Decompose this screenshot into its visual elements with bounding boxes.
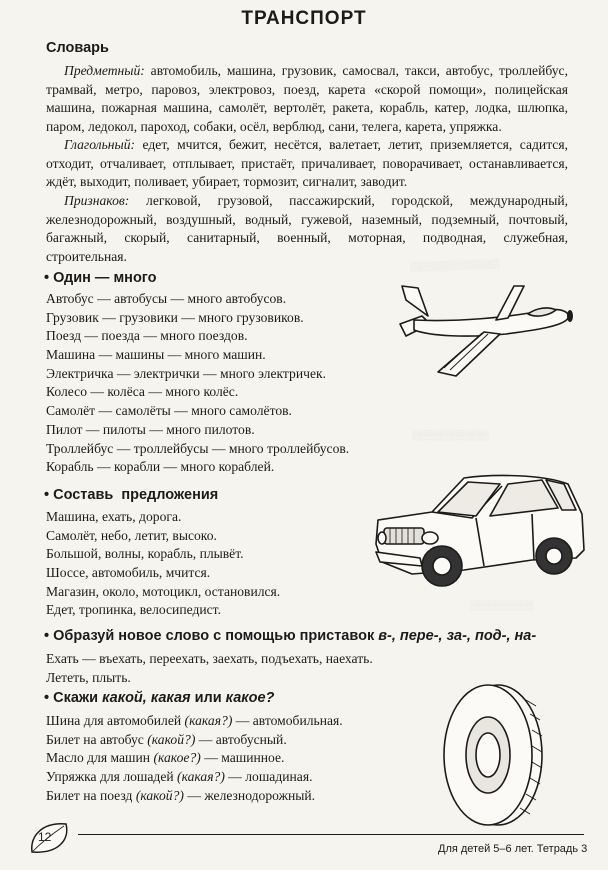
bullet-icon: • [44, 487, 50, 503]
list-item: Машина — машины — много машин. [46, 347, 266, 363]
list-item: Электричка — электрички — много электричек. [46, 365, 326, 381]
list-item: Самолёт — самолёты — много самолётов. [46, 403, 292, 419]
list-item [46, 712, 343, 731]
vocab-subject-label: Предметный: [64, 63, 145, 78]
footer-rule [78, 834, 584, 835]
section-one-many-title: Один — много [53, 270, 157, 286]
bullet-icon: • [44, 270, 50, 286]
section-adjectives-title-part: или [190, 690, 226, 706]
row-answer: — автомобильная. [232, 713, 343, 728]
row-answer: — лошадиная. [224, 769, 313, 785]
row-subject: Масло для машин [46, 750, 154, 766]
list-item: Грузовик — грузовики — много грузовиков. [46, 309, 304, 325]
vocab-attr-label: Признаков: [64, 193, 130, 208]
list-item: Едет, тропинка, велосипедист. [46, 602, 221, 618]
row-answer: — машинное. [200, 750, 285, 766]
section-prefixes-list: в-, пере-, за-, под-, на- [378, 628, 537, 644]
list-item: Магазин, около, мотоцикл, остановился. [46, 583, 281, 599]
section-sentences-list [46, 508, 280, 620]
page-number: 12 [38, 830, 52, 844]
list-item: Пилот — пилоты — много пилотов. [46, 421, 255, 437]
row-answer: — железнодорожный. [183, 787, 316, 803]
section-adjectives-heading [44, 690, 274, 706]
list-item [46, 768, 343, 787]
vocab-heading: Словарь [46, 40, 109, 56]
row-subject: Билет на поезд [46, 787, 136, 803]
list-item [46, 749, 343, 768]
section-adjectives-list [46, 712, 343, 805]
page-title: ТРАНСПОРТ [241, 8, 367, 29]
list-item: Корабль — корабли — много кораблей. [46, 459, 275, 475]
bleed-through-text: ░░░░░░░░░░░░ [412, 430, 489, 440]
section-adjectives-title-part: какое? [225, 690, 275, 706]
row-question: (какая?) [184, 713, 233, 728]
list-item: Большой, волны, корабль, плывёт. [46, 546, 244, 562]
vocab-subject-text: автомобиль, машина, грузовик, самосвал, такси, автобус, троллейбус, трамвай, метро, паровоз, электровоз, поезд, карета «скорой помощи», полицейская машина, пожарная машина, самолёт, вертолёт, ракета, корабль, катер, лодка, шлюпка, паром, ледокол, пароход, собаки, осёл, верблюд, сани, телега, карета, упряжка. [46, 63, 568, 134]
airplane-icon [396, 280, 574, 380]
section-prefixes-heading [44, 628, 536, 644]
section-adjectives-title-part: Скажи [53, 690, 103, 706]
list-item [46, 787, 343, 806]
section-prefixes-title: Образуй новое слово с помощью приставок [53, 628, 379, 644]
row-question: (какая?) [177, 769, 225, 785]
list-item [46, 731, 343, 750]
row-question: (какой?) [135, 787, 184, 803]
vocab-verb-paragraph [46, 136, 568, 192]
bullet-icon: • [44, 690, 50, 706]
list-item: Лететь, плыть. [46, 669, 131, 685]
row-subject: Упряжка для лошадей [46, 769, 178, 785]
row-question: (какой?) [147, 731, 196, 747]
list-item: Троллейбус — троллейбусы — много троллейбусов. [46, 440, 350, 456]
vocab-verb-label: Глагольный: [64, 137, 136, 152]
list-item: Колесо — колёса — много колёс. [46, 384, 239, 400]
vocab-verb-text: едет, мчится, бежит, несётся, валетает, летит, приземляется, садится, отходит, отчаливает, отплывает, пристаёт, причаливает, поворачивает, останавливается, ждёт, выходит, поливает, убирает, тормозит, сигналит, заводит. [46, 137, 568, 190]
section-adjectives-title-part: какой, какая [102, 690, 191, 706]
row-subject: Билет на автобус [46, 731, 148, 747]
section-sentences-title: Составь предложения [53, 487, 219, 503]
footer-caption: Для детей 5–6 лет. Тетрадь 3 [438, 843, 588, 855]
row-subject: Шина для автомобилей [46, 713, 185, 728]
list-item: Ехать — въехать, переехать, заехать, подъехать, наехать. [46, 651, 373, 666]
vocab-subject-paragraph [46, 62, 568, 136]
bullet-icon: • [44, 628, 50, 644]
tire-icon [440, 680, 550, 830]
list-item: Самолёт, небо, летит, высоко. [46, 527, 217, 543]
car-icon [372, 462, 592, 590]
list-item: Поезд — поезда — много поездов. [46, 328, 248, 344]
section-one-many-list [46, 290, 349, 477]
bleed-through-text: ░░░░░░░░░░░░░░ [409, 258, 500, 272]
section-one-many-heading [44, 270, 157, 286]
list-item: Шоссе, автомобиль, мчится. [46, 565, 211, 581]
bleed-through-text: ░░░░░░░░░░ [470, 600, 534, 610]
vocab-attr-text: легковой, грузовой, пассажирский, городской, международный, железнодорожный, воздушный, водный, гужевой, наземный, подземный, почтовый, багажный, скорый, санитарный, военный, моторная, подводная, служебная, строительная. [46, 193, 569, 264]
section-prefixes-examples [46, 650, 373, 687]
row-answer: — автобусный. [195, 731, 287, 747]
section-sentences-heading [44, 487, 218, 503]
row-question: (какое?) [153, 750, 201, 766]
list-item: Машина, ехать, дорога. [46, 509, 182, 524]
list-item: Автобус — автобусы — много автобусов. [46, 291, 287, 306]
vocab-attr-paragraph [46, 192, 568, 266]
